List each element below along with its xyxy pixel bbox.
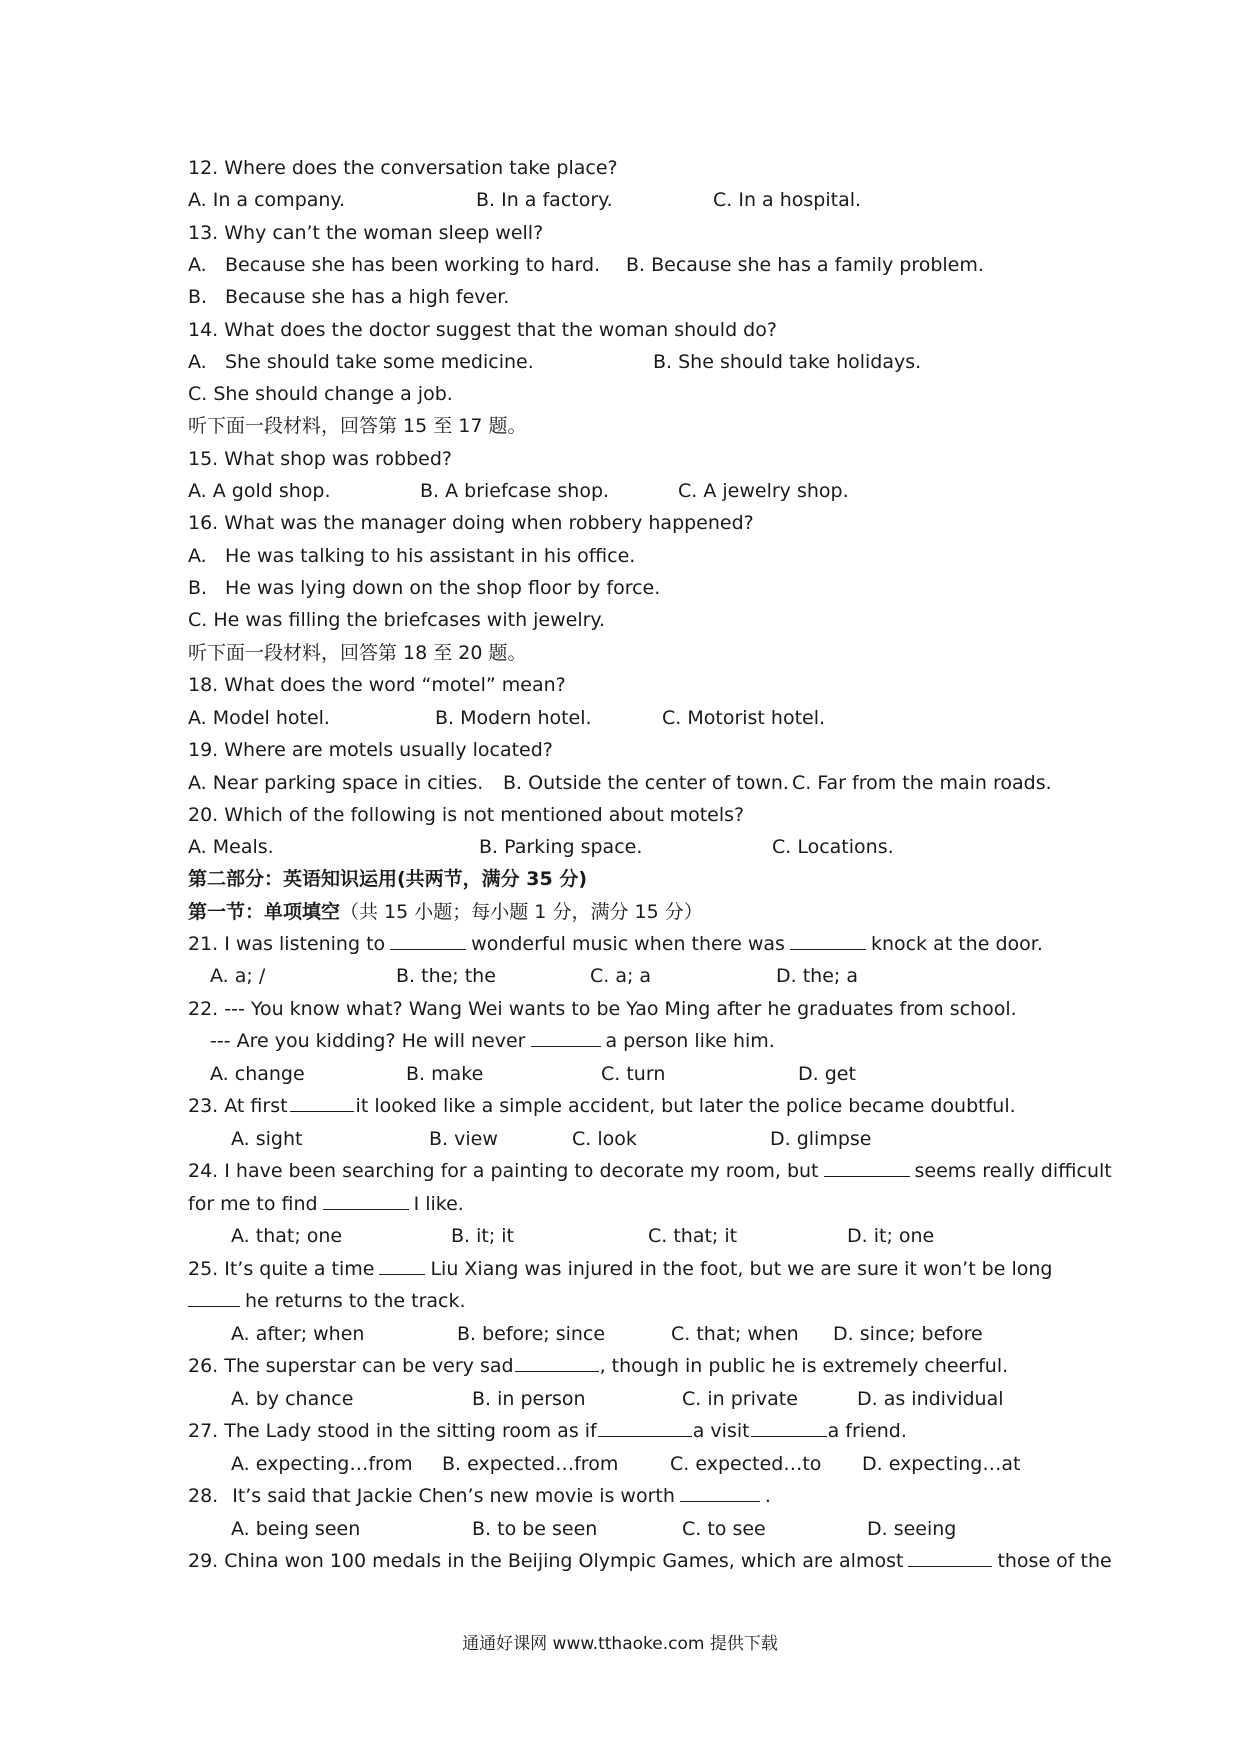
option-b: B. Because she has a family problem.: [626, 254, 984, 276]
question-18-stem: 18. What does the word “motel” mean?: [188, 674, 566, 696]
option-b: B. it; it: [451, 1225, 515, 1247]
option-a: A. after; when: [231, 1323, 365, 1345]
question-22-text-1: --- Are you kidding? He will never: [210, 1030, 526, 1052]
answer-blank: [188, 1289, 240, 1307]
option-b: B. in person: [472, 1388, 586, 1410]
page-footer: 通通好课网 www.tthaoke.com 提供下载: [462, 1634, 778, 1654]
option-c: C. a; a: [590, 965, 652, 987]
option-a: A. being seen: [231, 1518, 361, 1540]
section-one-heading: [188, 899, 703, 925]
option-d: D. glimpse: [770, 1128, 872, 1150]
question-27-stem: [188, 1418, 907, 1444]
question-27-text-2: a visit: [692, 1420, 750, 1442]
option-c: C. expected…to: [670, 1453, 822, 1475]
question-24-line-1: [188, 1158, 1112, 1184]
question-26-text-1: 26. The superstar can be very sad: [188, 1355, 514, 1377]
option-a-letter: A.: [188, 254, 207, 276]
question-23-text-2: it looked like a simple accident, but later the police became doubtful.: [355, 1095, 1016, 1117]
option-b: B. Outside the center of town.: [503, 772, 789, 794]
option-c: C. that; when: [671, 1323, 799, 1345]
option-a: She should take some medicine.: [225, 351, 534, 373]
question-25-text-1: 25. It’s quite a time: [188, 1258, 375, 1280]
option-b: B. before; since: [457, 1323, 606, 1345]
question-25-line-1: [188, 1256, 1052, 1282]
question-24-text-2: seems really difficult: [914, 1160, 1112, 1182]
option-b: B. Parking space.: [479, 836, 643, 858]
question-16-stem: 16. What was the manager doing when robbery happened?: [188, 512, 754, 534]
question-23-text-1: 23. At first: [188, 1095, 288, 1117]
section-instruction-18-20: 听下面一段材料，回答第 18 至 20 题。: [188, 642, 527, 664]
option-b: B. Modern hotel.: [435, 707, 592, 729]
option-b: He was lying down on the shop floor by force.: [225, 577, 661, 599]
question-27-text-3: a friend.: [827, 1420, 907, 1442]
answer-blank: [680, 1484, 760, 1502]
option-d: D. the; a: [776, 965, 858, 987]
option-a: A. In a company.: [188, 189, 346, 211]
question-28-text-1: It’s said that Jackie Chen’s new movie is worth: [232, 1485, 675, 1507]
question-15-stem: 15. What shop was robbed?: [188, 448, 452, 470]
question-25-line-2: [188, 1288, 466, 1314]
question-21-text-2: wonderful music when there was: [471, 933, 785, 955]
option-c: C. look: [572, 1128, 637, 1150]
option-a: A. Meals.: [188, 836, 274, 858]
question-27-text-1: 27. The Lady stood in the sitting room as if: [188, 1420, 597, 1442]
answer-blank: [598, 1419, 692, 1437]
answer-blank: [790, 932, 866, 950]
question-28-stem: [188, 1483, 771, 1509]
answer-blank: [908, 1549, 992, 1567]
section-one-scoring: （共 15 小题；每小题 1 分，满分 15 分）: [340, 901, 703, 923]
option-d: D. seeing: [867, 1518, 957, 1540]
option-c: C. A jewelry shop.: [678, 480, 849, 502]
answer-blank: [751, 1419, 827, 1437]
answer-blank: [323, 1192, 409, 1210]
question-24-text-3: for me to find: [188, 1193, 318, 1215]
option-a-letter: A.: [188, 351, 207, 373]
option-a: A. a; /: [210, 965, 266, 987]
question-25-text-3: he returns to the track.: [245, 1290, 466, 1312]
question-20-stem: 20. Which of the following is not mentioned about motels?: [188, 804, 745, 826]
option-a: A. expecting…from: [231, 1453, 413, 1475]
option-d: D. it; one: [847, 1225, 935, 1247]
option-d: D. as individual: [857, 1388, 1004, 1410]
question-21-text-1: 21. I was listening to: [188, 933, 386, 955]
option-d: D. expecting…at: [862, 1453, 1021, 1475]
option-c: C. in private: [682, 1388, 798, 1410]
question-14-stem: 14. What does the doctor suggest that the woman should do?: [188, 319, 777, 341]
option-d: D. get: [798, 1063, 856, 1085]
option-c: C. Far from the main roads.: [792, 772, 1052, 794]
option-a: A. change: [210, 1063, 305, 1085]
answer-blank: [515, 1354, 599, 1372]
option-c: C. Locations.: [772, 836, 894, 858]
question-24-text-1: 24. I have been searching for a painting to decorate my room, but: [188, 1160, 819, 1182]
option-b-letter: B.: [188, 577, 208, 599]
option-c: Because she has a high fever.: [225, 286, 510, 308]
option-a: A. by chance: [231, 1388, 354, 1410]
option-c: C. to see: [682, 1518, 766, 1540]
option-b: B. expected…from: [442, 1453, 619, 1475]
option-b: B. In a factory.: [476, 189, 613, 211]
option-b: B. make: [406, 1063, 484, 1085]
question-29-text-2: those of the: [997, 1550, 1112, 1572]
option-a: A. Model hotel.: [188, 707, 330, 729]
option-b: B. A briefcase shop.: [420, 480, 610, 502]
question-12-stem: 12. Where does the conversation take place?: [188, 157, 618, 179]
option-c-letter: B.: [188, 286, 208, 308]
answer-blank: [290, 1094, 354, 1112]
option-c: C. In a hospital.: [713, 189, 862, 211]
question-22-text-2: a person like him.: [605, 1030, 775, 1052]
question-22-line-1: 22. --- You know what? Wang Wei wants to be Yao Ming after he graduates from school.: [188, 998, 1017, 1020]
option-a: A. A gold shop.: [188, 480, 331, 502]
question-14-option-c: C. She should change a job.: [188, 383, 453, 405]
option-b: B. to be seen: [472, 1518, 598, 1540]
question-26-stem: [188, 1353, 1008, 1379]
option-c: C. that; it: [648, 1225, 738, 1247]
question-22-line-2: [210, 1028, 775, 1054]
question-24-text-4: I like.: [413, 1193, 464, 1215]
option-b: B. view: [429, 1128, 498, 1150]
question-24-line-2: [188, 1191, 464, 1217]
answer-blank: [531, 1029, 601, 1047]
question-21-text-3: knock at the door.: [870, 933, 1043, 955]
option-d: D. since; before: [833, 1323, 983, 1345]
option-c: C. turn: [601, 1063, 666, 1085]
answer-blank: [390, 932, 466, 950]
section-instruction-15-17: 听下面一段材料，回答第 15 至 17 题。: [188, 415, 527, 437]
question-26-text-2: , though in public he is extremely cheerful.: [599, 1355, 1009, 1377]
answer-blank: [379, 1257, 425, 1275]
option-a: A. that; one: [231, 1225, 343, 1247]
option-a: He was talking to his assistant in his office.: [225, 545, 636, 567]
part-two-heading: 第二部分：英语知识运用(共两节，满分 35 分): [188, 868, 588, 890]
option-a-letter: A.: [188, 545, 207, 567]
question-28-text-2: .: [764, 1485, 771, 1507]
question-29-text-1: 29. China won 100 medals in the Beijing Olympic Games, which are almost: [188, 1550, 904, 1572]
question-25-text-2: Liu Xiang was injured in the foot, but we are sure it won’t be long: [430, 1258, 1053, 1280]
option-c: C. Motorist hotel.: [662, 707, 826, 729]
section-one-title: 第一节：单项填空: [188, 901, 341, 923]
option-a: A. Near parking space in cities.: [188, 772, 484, 794]
question-23-stem: [188, 1093, 1016, 1119]
option-b: B. the; the: [396, 965, 496, 987]
question-16-option-c: C. He was filling the briefcases with jewelry.: [188, 609, 606, 631]
option-a: Because she has been working to hard.: [225, 254, 601, 276]
question-19-stem: 19. Where are motels usually located?: [188, 739, 553, 761]
question-21-stem: [188, 931, 1043, 957]
answer-blank: [824, 1159, 910, 1177]
question-28-number: 28.: [188, 1485, 219, 1507]
option-b: B. She should take holidays.: [653, 351, 922, 373]
option-a: A. sight: [231, 1128, 303, 1150]
question-13-stem: 13. Why can’t the woman sleep well?: [188, 222, 544, 244]
question-29-stem: [188, 1548, 1112, 1574]
